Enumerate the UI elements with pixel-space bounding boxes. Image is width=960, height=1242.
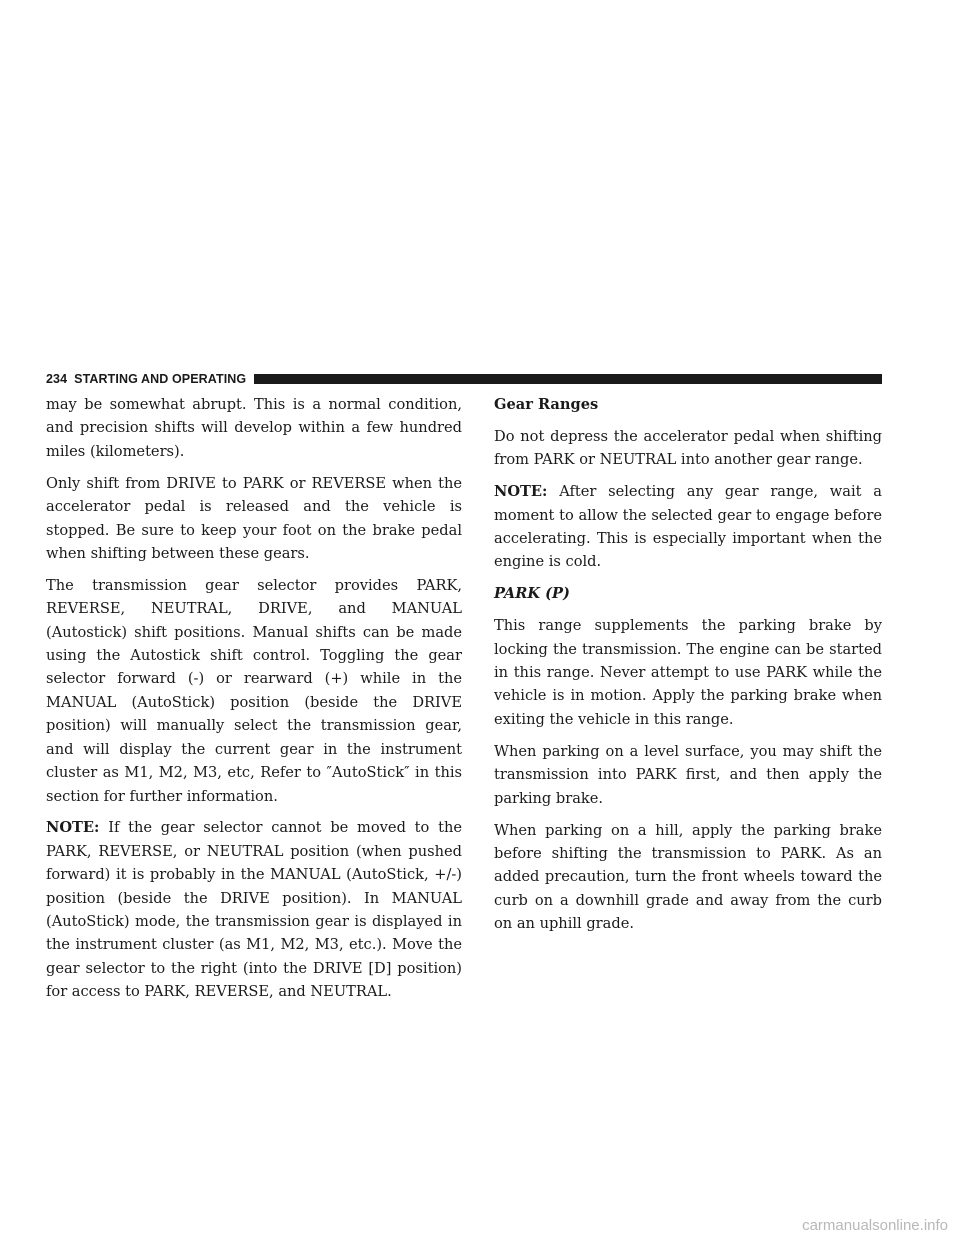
note-text: After selecting any gear range, wait a moment to allow the selected gear to engage before accelerating. This is especially important when the engine is cold. [494, 483, 882, 571]
section-heading: Gear Ranges [494, 396, 599, 413]
paragraph: Do not depress the accelerator pedal when shifting from PARK or NEUTRAL into another gear range. [494, 427, 882, 469]
paragraph: Only shift from DRIVE to PARK or REVERSE when the accelerator pedal is released and the vehicle is stopped. Be sure to keep your foot on the brake pedal when shifting between these gears. [46, 474, 462, 562]
note-label: NOTE: [494, 483, 548, 501]
page-number: 234 [46, 372, 68, 386]
left-column [46, 393, 462, 1012]
note-paragraph [494, 480, 882, 574]
note-paragraph [46, 816, 462, 1003]
watermark: carmanualsonline.info [802, 1217, 948, 1234]
paragraph: When parking on a hill, apply the parking brake before shifting the transmission to PARK. As an added precaution, turn the front wheels toward the curb on a downhill grade and away from the curb on an uphill grade. [494, 821, 882, 933]
note-text: If the gear selector cannot be moved to the PARK, REVERSE, or NEUTRAL position (when pushed forward) it is probably in the MANUAL (AutoStick, +/-) position (beside the DRIVE position). In MANUAL (AutoStick) mode, the transmission gear is displayed in the instrument cluster (as M1, M2, M3, etc.). Move the gear selector to the right (into the DRIVE [D] position) for access to PARK, REVERSE, and NEUTRAL. [46, 819, 462, 1001]
page-header [46, 371, 882, 387]
paragraph: This range supplements the parking brake by locking the transmission. The engine can be started in this range. Never attempt to use PARK while the vehicle is in motion. Apply the parking brake when exiting the vehicle in this range. [494, 617, 882, 728]
header-rule [254, 374, 882, 384]
right-column [494, 393, 882, 944]
paragraph: may be somewhat abrupt. This is a normal condition, and precision shifts will develop within a few hundred miles (kilometers). [46, 396, 462, 460]
subheading: PARK (P) [494, 585, 570, 603]
note-label: NOTE: [46, 819, 100, 837]
paragraph: When parking on a level surface, you may shift the transmission into PARK first, and then apply the parking brake. [494, 742, 882, 807]
section-title: STARTING AND OPERATING [74, 372, 247, 386]
paragraph: The transmission gear selector provides PARK, REVERSE, NEUTRAL, DRIVE, and MANUAL (Autostick) shift positions. Manual shifts can be made using the Autostick shift control. Toggling the gear selector forward (-) or rearward (+) while in the MANUAL (AutoStick) position (beside the DRIVE position) will manually select the transmission gear, and will display the current gear in the instrument cluster as M1, M2, M3, etc, Refer to ″AutoStick″ in this section for further information. [46, 576, 462, 805]
